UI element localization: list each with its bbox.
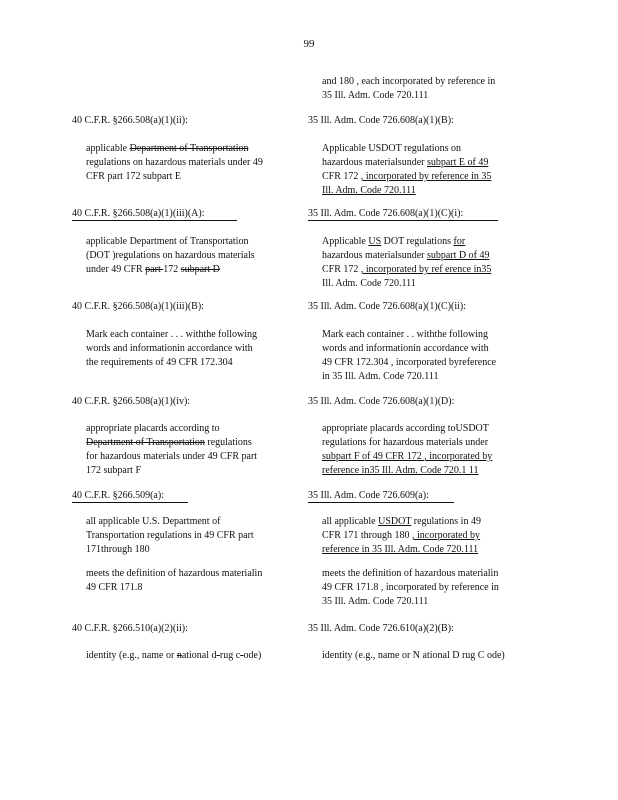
text-line xyxy=(322,170,491,184)
text-run: DOT regulations xyxy=(381,236,454,247)
text-run: hazardous materialsunder xyxy=(322,250,427,261)
text-run: regulations xyxy=(204,437,252,448)
text-run: all applicable xyxy=(322,516,379,527)
inserted-text: for xyxy=(453,236,466,247)
text-line xyxy=(322,581,499,595)
text-run: in 35 Ill. Adm. Code 720.111 xyxy=(322,371,439,382)
text-line xyxy=(86,581,262,595)
inserted-text: reference in 35 Ill. Adm. Code 720.111 xyxy=(322,544,479,555)
text-run: ational d xyxy=(181,650,217,661)
inserted-text: , incorporated by xyxy=(424,451,493,462)
text-line xyxy=(322,370,496,384)
strikethrough-text: Department of Transportation xyxy=(86,437,205,448)
text-line xyxy=(322,515,481,529)
federal-text-block xyxy=(86,649,261,663)
text-line xyxy=(86,156,263,170)
federal-citation-heading: 40 C.F.R. §266.510(a)(2)(ii): xyxy=(72,623,188,634)
text-run: CFR 172 xyxy=(322,171,361,182)
text-run: words and informationin accordance with xyxy=(86,343,253,354)
text-run: 35 Ill. Adm. Code 720.111 xyxy=(322,596,429,607)
text-line xyxy=(86,328,257,342)
federal-citation-heading: 40 C.F.R. §266.509(a): xyxy=(72,490,164,501)
inserted-text: USDOT xyxy=(378,516,412,527)
federal-text-block xyxy=(86,515,254,557)
text-run: applicable Department of Transportation xyxy=(86,236,249,247)
text-run: Mark each container . . . withthe following xyxy=(86,329,258,340)
illinois-text-block xyxy=(322,567,499,609)
strikethrough-text: - xyxy=(216,650,220,661)
text-run: regulations on hazardous materials under 49 xyxy=(86,157,263,168)
illinois-text-block xyxy=(322,328,496,384)
inserted-text: subpart D of 49 xyxy=(426,250,490,261)
text-run: 35 Ill. Adm. Code 720.111 xyxy=(322,90,429,101)
text-run: 49 CFR 171.8 xyxy=(86,582,143,593)
text-run: meets the definition of hazardous materialin xyxy=(86,568,263,579)
heading-underline xyxy=(72,220,237,221)
text-line xyxy=(322,249,491,263)
text-line xyxy=(86,422,257,436)
federal-citation-heading: 40 C.F.R. §266.508(a)(1)(ii): xyxy=(72,115,188,126)
text-run: applicable xyxy=(86,143,130,154)
text-line xyxy=(322,450,492,464)
text-line xyxy=(86,543,254,557)
heading-underline xyxy=(72,502,188,503)
text-run: meets the definition of hazardous materialin xyxy=(322,568,499,579)
illinois-text-block xyxy=(322,515,481,557)
text-line xyxy=(322,649,505,663)
text-run: and 180 , each incorporated by reference in xyxy=(322,76,496,87)
text-line xyxy=(322,142,491,156)
strikethrough-text: - xyxy=(240,650,244,661)
text-run: identity (e.g., name or N ational D rug C ode) xyxy=(322,650,505,661)
text-run: appropriate placards according toUSDOT xyxy=(322,423,489,434)
text-line xyxy=(322,89,495,103)
federal-text-block xyxy=(86,422,257,478)
text-line xyxy=(86,342,257,356)
text-line xyxy=(322,567,499,581)
illinois-text-block xyxy=(322,422,492,478)
federal-text-block xyxy=(86,567,262,595)
text-run: ode) xyxy=(243,650,262,661)
text-run: (DOT )regulations on hazardous materials xyxy=(86,250,255,261)
strikethrough-text: Department of Transportation xyxy=(129,143,249,154)
text-run: regulations for hazardous materials under xyxy=(322,437,489,448)
text-line xyxy=(86,170,263,184)
text-run: 49 CFR 171.8 , incorporated by reference in xyxy=(322,582,499,593)
text-line xyxy=(322,436,492,450)
text-run: appropriate placards according to xyxy=(86,423,220,434)
illinois-citation-heading: 35 Ill. Adm. Code 726.608(a)(1)(C)(i): xyxy=(308,208,464,219)
text-line xyxy=(86,249,255,263)
illinois-text-block xyxy=(322,649,505,663)
inserted-text: subpart E of 49 xyxy=(426,157,489,168)
text-line xyxy=(322,356,496,370)
text-run: 172 xyxy=(163,264,181,275)
text-line xyxy=(86,464,257,478)
inserted-text: , incorporated by xyxy=(412,530,481,541)
inserted-text: subpart F of 49 CFR 172 xyxy=(322,451,425,462)
text-run: identity (e.g., name or xyxy=(86,650,177,661)
text-run: hazardous materialsunder xyxy=(322,157,427,168)
illinois-citation-heading: 35 Ill. Adm. Code 726.608(a)(1)(C)(ii): xyxy=(308,301,467,312)
text-line xyxy=(322,529,481,543)
text-line xyxy=(322,75,495,89)
illinois-citation-heading: 35 Ill. Adm. Code 726.608(a)(1)(B): xyxy=(308,115,454,126)
text-line xyxy=(322,184,491,198)
text-line xyxy=(86,263,255,277)
text-line xyxy=(86,436,257,450)
text-run: for hazardous materials under 49 CFR part xyxy=(86,451,258,462)
text-run: 172 subpart F xyxy=(86,465,141,476)
federal-citation-heading: 40 C.F.R. §266.508(a)(1)(iv): xyxy=(72,396,191,407)
text-run: Mark each container . . withthe following xyxy=(322,329,489,340)
text-line xyxy=(86,515,254,529)
text-line xyxy=(322,543,481,557)
text-run: Ill. Adm. Code 720.111 xyxy=(322,278,416,289)
page-number: 99 xyxy=(303,38,315,50)
heading-underline xyxy=(308,220,498,221)
inserted-text: US xyxy=(368,236,382,247)
text-line xyxy=(322,263,491,277)
text-run: CFR 172 xyxy=(322,264,361,275)
text-run: words and informationin accordance with xyxy=(322,343,489,354)
text-run: Applicable xyxy=(322,236,369,247)
federal-citation-heading: 40 C.F.R. §266.508(a)(1)(iii)(A): xyxy=(72,208,205,219)
text-run: regulations in 49 xyxy=(411,516,481,527)
illinois-citation-heading: 35 Ill. Adm. Code 726.610(a)(2)(B): xyxy=(308,623,454,634)
text-line xyxy=(322,422,492,436)
federal-citation-heading: 40 C.F.R. §266.508(a)(1)(iii)(B): xyxy=(72,301,204,312)
text-run: all applicable U.S. Department of xyxy=(86,516,221,527)
text-line xyxy=(322,235,491,249)
text-run: 49 CFR 172.304 , incorporated byreference xyxy=(322,357,497,368)
federal-text-block xyxy=(86,328,257,370)
illinois-text-block xyxy=(322,235,491,291)
inserted-text: , incorporated by ref erence in35 xyxy=(360,264,492,275)
text-line xyxy=(86,450,257,464)
text-run: CFR part 172 subpart E xyxy=(86,171,181,182)
text-line xyxy=(86,356,257,370)
strikethrough-text: n xyxy=(176,650,182,661)
heading-underline xyxy=(308,502,454,503)
inserted-text: reference in35 Ill. Adm. Code 720.1 11 xyxy=(322,465,479,476)
text-line xyxy=(322,595,499,609)
strikethrough-text: subpart D xyxy=(180,264,220,275)
text-run: Transportation regulations in 49 CFR part xyxy=(86,530,254,541)
text-run: CFR 171 through 180 xyxy=(322,530,413,541)
text-line xyxy=(86,649,261,663)
text-line xyxy=(86,142,263,156)
text-run: under 49 CFR xyxy=(86,264,146,275)
strikethrough-text: part xyxy=(145,264,164,275)
text-run: Applicable USDOT regulations on xyxy=(322,143,461,154)
text-run: rug c xyxy=(219,650,241,661)
text-line xyxy=(86,529,254,543)
illinois-text-block xyxy=(322,75,495,103)
text-run: 171through 180 xyxy=(86,544,150,555)
text-line xyxy=(322,156,491,170)
illinois-citation-heading: 35 Ill. Adm. Code 726.608(a)(1)(D): xyxy=(308,396,455,407)
inserted-text: Ill. Adm. Code 720.111 xyxy=(322,185,416,196)
text-line xyxy=(322,328,496,342)
inserted-text: , incorporated by reference in 35 xyxy=(360,171,492,182)
text-line xyxy=(86,567,262,581)
text-line xyxy=(86,235,255,249)
text-line xyxy=(322,342,496,356)
text-line xyxy=(322,277,491,291)
illinois-text-block xyxy=(322,142,491,198)
text-line xyxy=(322,464,492,478)
federal-text-block xyxy=(86,235,255,277)
federal-text-block xyxy=(86,142,263,184)
text-run: the requirements of 49 CFR 172.304 xyxy=(86,357,233,368)
illinois-citation-heading: 35 Ill. Adm. Code 726.609(a): xyxy=(308,490,429,501)
